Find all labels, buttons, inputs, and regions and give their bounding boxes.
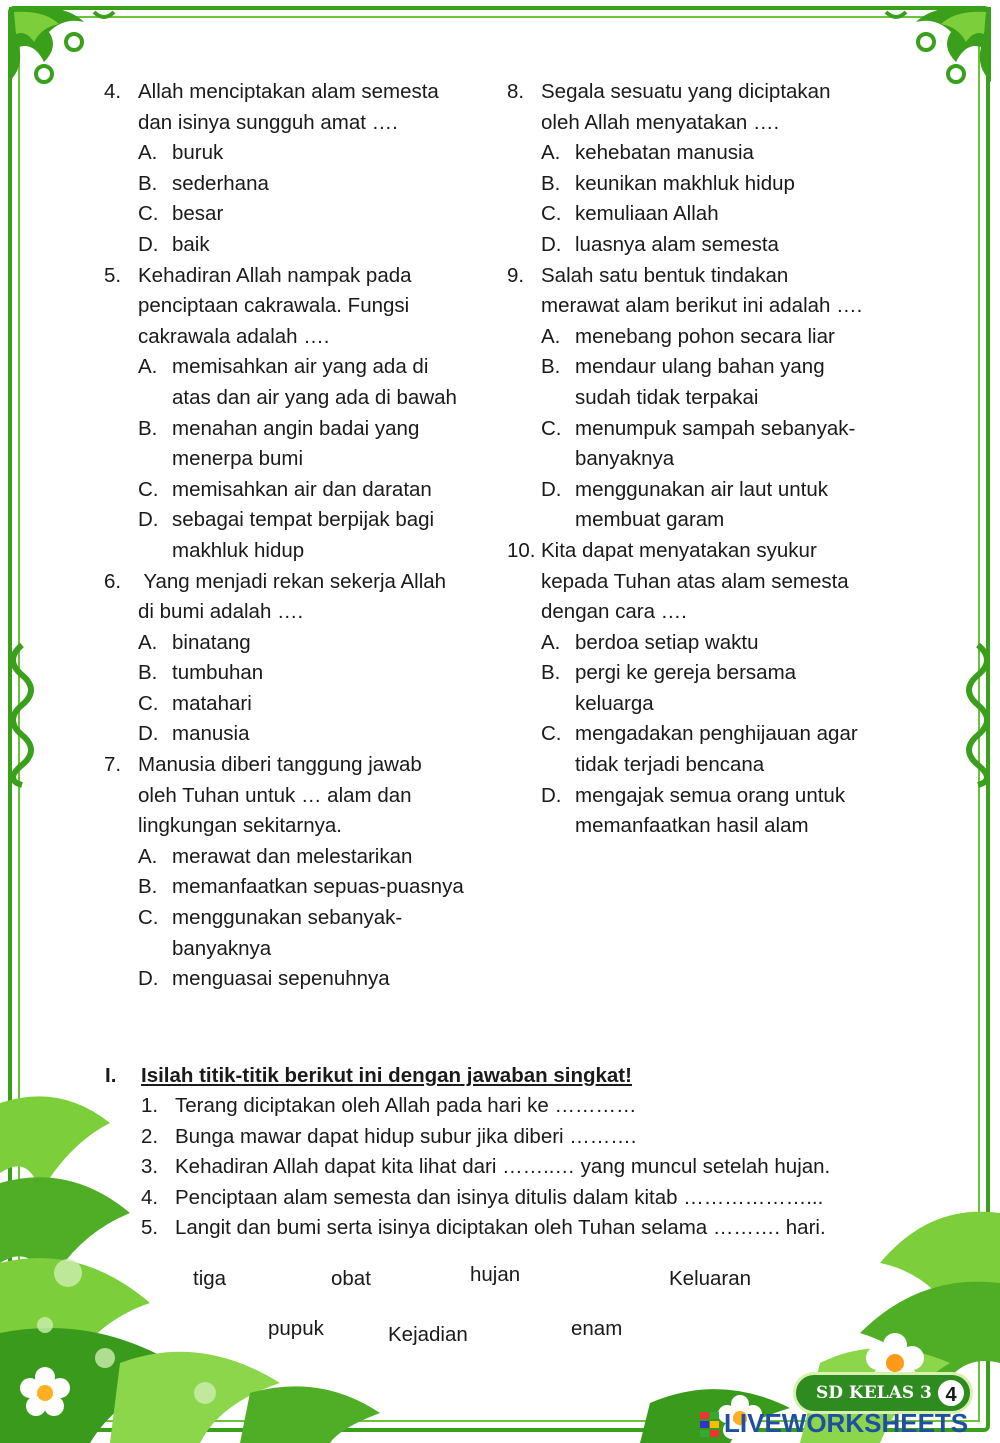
option-letter: C.	[541, 416, 562, 440]
side-ornament-left	[2, 640, 42, 790]
question-text-line: dan isinya sungguh amat ….	[138, 110, 398, 134]
question-7	[104, 750, 504, 842]
question-text-line: Kehadiran Allah nampak pada	[138, 263, 412, 287]
option-letter: B.	[138, 875, 158, 899]
option-text-line: banyaknya	[575, 447, 675, 471]
question-number: 8.	[507, 80, 525, 103]
option-letter: C.	[541, 722, 562, 746]
option-c[interactable]	[507, 199, 907, 230]
option-letter: D.	[138, 722, 159, 746]
option-text-line: membuat garam	[575, 508, 725, 532]
option-letter: A.	[541, 324, 561, 348]
option-text-line: buruk	[172, 141, 224, 165]
option-d[interactable]	[104, 719, 504, 750]
question-5	[104, 261, 504, 353]
option-a[interactable]	[507, 322, 907, 353]
section-short-answer	[105, 1061, 905, 1243]
option-text-line: mengajak semua orang untuk	[575, 783, 846, 807]
grade-badge-text: SD KELAS 3	[816, 1383, 932, 1403]
option-text-line: matahari	[172, 691, 252, 715]
option-letter: C.	[138, 691, 159, 715]
option-text-line: binatang	[172, 630, 251, 654]
section-title-text: Isilah titik-titik berikut ini dengan jawaban singkat!	[141, 1064, 632, 1087]
option-letter: A.	[541, 141, 561, 165]
liveworksheets-logo-icon	[700, 1412, 720, 1438]
option-letter: A.	[138, 630, 158, 654]
word-tiga[interactable]: tiga	[193, 1267, 227, 1290]
liveworksheets-watermark	[700, 1408, 968, 1439]
option-c[interactable]	[104, 903, 504, 964]
option-letter: B.	[541, 171, 561, 195]
option-text-line: keunikan makhluk hidup	[575, 171, 795, 195]
fill-item	[105, 1091, 905, 1121]
option-letter: C.	[138, 202, 159, 226]
fill-item-number: 3.	[141, 1155, 159, 1179]
option-c[interactable]	[507, 414, 907, 475]
question-10	[507, 536, 907, 628]
option-text-line: pergi ke gereja bersama	[575, 661, 797, 685]
option-a[interactable]	[104, 352, 504, 413]
option-text-line: tumbuhan	[172, 661, 264, 685]
question-text-line: Manusia diberi tanggung jawab	[138, 753, 422, 777]
word-obat[interactable]: obat	[331, 1267, 371, 1290]
fill-item-text: Penciptaan alam semesta dan isinya ditulis dalam kitab ………………...	[175, 1185, 824, 1209]
page-number: 4	[936, 1378, 966, 1408]
fill-item-number: 2.	[141, 1124, 159, 1148]
question-number: 6.	[104, 569, 122, 593]
option-text-line: luasnya alam semesta	[575, 232, 779, 256]
option-c[interactable]	[507, 719, 907, 780]
fill-item-number: 5.	[141, 1216, 159, 1240]
word-pupuk[interactable]: pupuk	[268, 1317, 324, 1340]
option-letter: A.	[138, 355, 158, 379]
left-column	[104, 77, 504, 995]
option-a[interactable]	[104, 138, 504, 169]
question-text-line: Allah menciptakan alam semesta	[138, 80, 439, 103]
section-title	[105, 1061, 905, 1091]
option-text-line: besar	[172, 202, 224, 226]
option-c[interactable]	[104, 199, 504, 230]
option-text-line: berdoa setiap waktu	[575, 630, 759, 654]
question-number: 5.	[104, 263, 122, 287]
word-keluaran[interactable]: Keluaran	[669, 1267, 752, 1290]
fill-item-number: 1.	[141, 1094, 159, 1118]
option-text-line: manusia	[172, 722, 250, 746]
question-number: 7.	[104, 753, 122, 777]
option-a[interactable]	[104, 842, 504, 873]
word-kejadian[interactable]: Kejadian	[388, 1323, 468, 1346]
option-text-line: banyaknya	[172, 936, 272, 960]
option-c[interactable]	[104, 475, 504, 506]
fill-item	[105, 1183, 905, 1213]
option-letter: B.	[541, 661, 561, 685]
option-text-line: tidak terjadi bencana	[575, 753, 765, 777]
option-text-line: memisahkan air yang ada di	[172, 355, 429, 379]
option-letter: D.	[541, 232, 562, 256]
word-enam[interactable]: enam	[571, 1317, 623, 1340]
option-d[interactable]	[507, 475, 907, 536]
question-text-line: lingkungan sekitarnya.	[138, 814, 342, 838]
option-text-line: menebang pohon secara liar	[575, 324, 835, 348]
question-text-line: Yang menjadi rekan sekerja Allah	[138, 569, 447, 593]
word-hujan[interactable]: hujan	[470, 1263, 521, 1286]
option-text-line: sudah tidak terpakai	[575, 385, 759, 409]
option-text-line: menggunakan air laut untuk	[575, 477, 829, 501]
side-ornament-right	[958, 640, 998, 790]
option-letter: B.	[138, 416, 158, 440]
option-b[interactable]	[104, 169, 504, 200]
option-d[interactable]	[104, 230, 504, 261]
option-text-line: sebagai tempat berpijak bagi	[172, 508, 435, 532]
option-text-line: keluarga	[575, 691, 654, 715]
option-text-line: makhluk hidup	[172, 538, 305, 562]
option-letter: D.	[138, 232, 159, 256]
option-letter: D.	[138, 508, 159, 532]
question-text-line: dengan cara ….	[541, 600, 687, 624]
fill-item	[105, 1122, 905, 1152]
option-letter: A.	[541, 630, 561, 654]
option-letter: B.	[138, 171, 158, 195]
option-text-line: memanfaatkan hasil alam	[575, 814, 809, 838]
question-text-line: Salah satu bentuk tindakan	[541, 263, 789, 287]
option-text-line: memanfaatkan sepuas-puasnya	[172, 875, 464, 899]
option-b[interactable]	[507, 352, 907, 413]
option-c[interactable]	[104, 689, 504, 720]
option-d[interactable]	[104, 964, 504, 995]
option-text-line: menahan angin badai yang	[172, 416, 420, 440]
question-number: 4.	[104, 80, 122, 103]
option-d[interactable]	[507, 781, 907, 842]
option-a[interactable]	[507, 138, 907, 169]
option-text-line: kehebatan manusia	[575, 141, 754, 165]
question-text-line: Segala sesuatu yang diciptakan	[541, 80, 831, 103]
question-text-line: cakrawala adalah ….	[138, 324, 330, 348]
question-text-line: kepada Tuhan atas alam semesta	[541, 569, 849, 593]
option-letter: C.	[541, 202, 562, 226]
option-a[interactable]	[104, 628, 504, 659]
question-text-line: penciptaan cakrawala. Fungsi	[138, 294, 410, 318]
option-text-line: merawat dan melestarikan	[172, 844, 413, 868]
option-text-line: kemuliaan Allah	[575, 202, 719, 226]
question-number: 10.	[507, 538, 536, 562]
question-4	[104, 77, 504, 138]
fill-item	[105, 1152, 905, 1182]
option-text-line: menguasai sepenuhnya	[172, 967, 390, 991]
option-text-line: atas dan air yang ada di bawah	[172, 385, 457, 409]
option-d[interactable]	[507, 230, 907, 261]
fill-item-text: Terang diciptakan oleh Allah pada hari ke …………	[175, 1094, 637, 1118]
question-text-line: Kita dapat menyatakan syukur	[541, 538, 817, 562]
option-letter: C.	[138, 906, 159, 930]
question-text-line: oleh Tuhan untuk … alam dan	[138, 783, 412, 807]
option-text-line: menerpa bumi	[172, 447, 304, 471]
question-6	[104, 567, 504, 628]
fill-item-text: Bunga mawar dapat hidup subur jika diberi ……….	[175, 1124, 637, 1148]
option-b[interactable]	[507, 169, 907, 200]
watermark-text: LIVEWORKSHEETS	[724, 1408, 969, 1438]
question-8	[507, 77, 907, 138]
question-9	[507, 261, 907, 322]
question-number: 9.	[507, 263, 525, 287]
option-text-line: mendaur ulang bahan yang	[575, 355, 825, 379]
question-text-line: merawat alam berikut ini adalah ….	[541, 294, 863, 318]
option-b[interactable]	[104, 414, 504, 475]
fill-item	[105, 1213, 905, 1243]
question-text-line: oleh Allah menyatakan ….	[541, 110, 780, 134]
fill-item-text: Langit dan bumi serta isinya diciptakan oleh Tuhan selama ………. hari.	[175, 1216, 826, 1240]
option-letter: B.	[541, 355, 561, 379]
option-letter: C.	[138, 477, 159, 501]
option-letter: D.	[541, 477, 562, 501]
option-text-line: baik	[172, 232, 210, 256]
option-text-line: menggunakan sebanyak-	[172, 906, 403, 930]
option-text-line: sederhana	[172, 171, 269, 195]
option-letter: B.	[138, 661, 158, 685]
option-b[interactable]	[104, 872, 504, 903]
option-b[interactable]	[104, 658, 504, 689]
question-text-line: di bumi adalah ….	[138, 600, 304, 624]
section-number: I.	[105, 1064, 117, 1087]
fill-item-number: 4.	[141, 1185, 159, 1209]
right-column	[507, 77, 907, 842]
fill-item-text: Kehadiran Allah dapat kita lihat dari ……..… yang muncul setelah hujan.	[175, 1155, 831, 1179]
option-letter: D.	[541, 783, 562, 807]
option-letter: A.	[138, 141, 158, 165]
option-letter: A.	[138, 844, 158, 868]
option-text-line: memisahkan air dan daratan	[172, 477, 432, 501]
option-b[interactable]	[507, 658, 907, 719]
option-text-line: menumpuk sampah sebanyak-	[575, 416, 856, 440]
option-letter: D.	[138, 967, 159, 991]
option-text-line: mengadakan penghijauan agar	[575, 722, 858, 746]
option-a[interactable]	[507, 628, 907, 659]
option-d[interactable]	[104, 505, 504, 566]
